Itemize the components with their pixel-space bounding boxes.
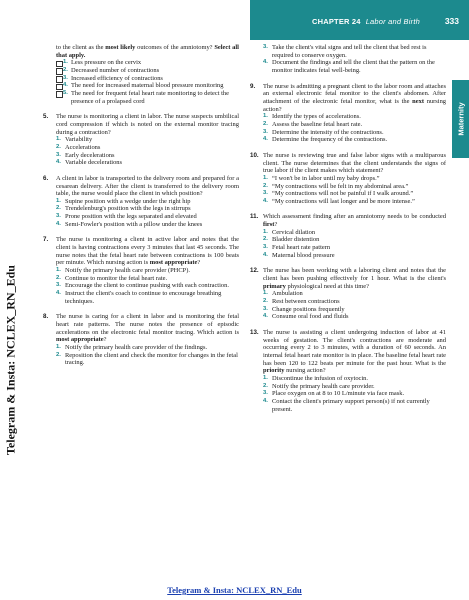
answer-option-1[interactable]: 1. Supine position with a wedge under the right hip [56,197,191,205]
section-side-tab-label: Maternity [456,102,465,136]
answer-option-1[interactable]: 1. Cervical dilation [263,228,316,236]
chapter-label: CHAPTER 24 Labor and Birth [312,17,420,26]
chapter-header [250,0,469,40]
question-stem: The nurse is monitoring a client in labor. The nurse suspects umbilical cord compression if which is noted on the external monitor tracing during a contraction? [56,113,239,136]
option-checkbox-1[interactable]: 1. Less pressure on the cervix [56,59,239,67]
options-list [263,44,446,75]
question-5 [43,113,239,167]
answer-option-2[interactable]: 2. Accelerations [56,143,101,151]
chapter-title: Labor and Birth [365,17,420,26]
question-6 [43,175,239,229]
answer-option-3[interactable]: 3. “My contractions will not be painful if I walk around.” [263,190,414,198]
answer-option-2[interactable]: 2. Bladder distention [263,236,320,244]
question-13 [250,329,446,413]
options-list [56,344,239,367]
question-number: 12. [250,267,259,275]
answer-option-3[interactable]: 3. Prone position with the legs separated and elevated [56,213,197,221]
options-list [263,113,446,144]
answer-option-2[interactable]: 2. Rest between contractions [263,298,340,306]
question-number: 5. [43,113,49,121]
question-stem: The nurse is assisting a client undergoing induction of labor at 41 weeks of gestation. The client's contractions are moderate and occurring every 2 to 3 minutes, with a duration of 60 seconds. An internal fetal heart rate monitor is in place. The baseline fetal heart rate has been 120 to 122 beats per minute for the past hour. What is the priority nursing action? [263,329,446,375]
answer-option-1[interactable]: 1. “I won't be in labor until my baby drops.” [263,174,380,182]
answer-option-1[interactable]: 1. Identify the types of accelerations. [263,113,361,121]
options-list [263,175,446,206]
option-checkbox-3[interactable]: 3. Increased efficiency of contractions [56,75,239,83]
left-column [43,44,239,375]
answer-option-1[interactable]: 1. Discontinue the infusion of oxytocin. [263,374,369,382]
answer-option-3[interactable]: 3. Change positions frequently [263,305,345,313]
answer-option-4[interactable]: 4. Semi-Fowler's position with a pillow under the knees [56,220,203,228]
question-stem: The nurse is reviewing true and false labor signs with a multiparous client. The nurse determines that the client understands the signs of true labor if the client makes which statement? [263,151,446,175]
right-column [250,44,446,421]
answer-option-4[interactable]: 4. Contact the client's primary support person(s) if not currently present. [263,397,430,413]
option-checkbox-4[interactable]: 4. The need for increased maternal blood pressure monitoring [56,82,239,90]
answer-option-1[interactable]: 1. Ambulation [263,290,303,298]
options-list [56,198,239,229]
question-4-continued [43,44,239,105]
question-stem: The nurse is caring for a client in labor and is monitoring the fetal heart rate patterns. The nurse notes the presence of episodic accelerations on the electronic fetal monitor tracing. Which action is most appropriate? [56,313,239,344]
answer-option-1[interactable]: 1. Variability [56,136,93,144]
question-7 [43,236,239,305]
question-stem: The nurse is admitting a pregnant client to the labor room and attaches an external electronic fetal monitor to the client's abdomen. After attachment of the electronic fetal monitor, what is the next nursing action? [263,82,446,113]
page-number: 333 [444,16,459,26]
question-stem: The nurse has been working with a laboring client and notes that the client has been pushing effectively for 1 hour. What is the client's primary physiological need at this time? [263,267,446,290]
option-checkbox-2[interactable]: 2. Decreased number of contractions [56,67,239,75]
answer-option-4[interactable]: 4. Variable decelerations [56,159,123,167]
checkbox-icon[interactable] [56,91,63,98]
question-9 [250,83,446,144]
options-list [263,375,446,413]
question-stem: A client in labor is transported to the delivery room and prepared for a cesarean delivery. After the client is transferred to the delivery room table, the nurse would place the client in which position? [56,174,239,198]
answer-option-1[interactable]: 1. Notify the primary health care provider (PHCP). [56,267,190,275]
answer-option-2[interactable]: 2. Notify the primary health care provider. [263,382,375,390]
options-list [263,229,446,260]
options-list [56,59,239,105]
question-8 [43,313,239,367]
question-stem: to the client as the most likely outcomes of the amniotomy? Select all that apply. [56,44,239,59]
option-checkbox-5[interactable]: 5. The need for frequent fetal heart rate monitoring to detect the presence of a prolapsed cord [56,90,239,105]
question-11 [250,213,446,259]
question-number: 10. [250,151,259,159]
answer-option-4[interactable]: 4. “My contractions will last longer and be more intense.” [263,197,415,205]
question-number: 8. [43,313,49,321]
answer-option-4[interactable]: 4. Instruct the client's coach to continue to encourage breathing techniques. [56,290,222,305]
answer-option-2[interactable]: 2. Continue to monitor the fetal heart rate. [56,274,168,282]
answer-option-2[interactable]: 2. Trendelenburg's position with the legs in stirrups [56,205,191,213]
answer-option-2[interactable]: 2. “My contractions will be felt in my abdominal area.” [263,182,409,190]
answer-option-4[interactable]: 4. Maternal blood pressure [263,251,335,259]
side-watermark: Telegram & Insta: NCLEX_RN_Edu [3,265,18,455]
answer-option-2[interactable]: 2. Assess the baseline fetal heart rate. [263,120,363,128]
answer-option-3[interactable]: 3. Encourage the client to continue pushing with each contraction. [56,282,229,290]
answer-option-1[interactable]: 1. Notify the primary health care provider of the findings. [56,343,208,351]
options-list [56,267,239,305]
question-10 [250,152,446,206]
answer-option-4[interactable]: 4. Document the findings and tell the client that the pattern on the monitor indicates fetal well-being. [263,59,435,74]
options-list [56,136,239,167]
answer-option-3[interactable]: 3. Take the client's vital signs and tell the client that bed rest is required to conserve oxygen. [263,44,427,59]
question-stem: The nurse is monitoring a client in active labor and notes that the client is having contractions every 3 minutes that last 45 seconds. The nurse notes that the fetal heart rate between contractions is 100 beats per minute. Which nursing action is most appropriate? [56,236,239,267]
question-number: 9. [250,82,256,90]
question-number: 11. [250,213,259,221]
answer-option-3[interactable]: 3. Early decelerations [56,151,115,159]
question-8-continued [250,44,446,75]
question-stem: Which assessment finding after an amniotomy needs to be conducted first? [263,213,446,229]
question-12 [250,267,446,321]
question-number: 7. [43,236,49,244]
question-number: 13. [250,329,259,336]
question-number: 6. [43,174,49,182]
answer-option-4[interactable]: 4. Determine the frequency of the contractions. [263,136,388,144]
answer-option-3[interactable]: 3. Determine the intensity of the contractions. [263,128,384,136]
answer-option-3[interactable]: 3. Place oxygen on at 8 to 10 L/minute via face mask. [263,390,405,398]
answer-option-3[interactable]: 3. Fetal heart rate pattern [263,244,331,252]
section-side-tab [452,80,469,158]
answer-option-4[interactable]: 4. Consume oral food and fluids [263,313,349,321]
options-list [263,290,446,321]
answer-option-2[interactable]: 2. Reposition the client and check the monitor for changes in the fetal tracing. [56,351,238,367]
bottom-watermark-link[interactable]: Telegram & Insta: NCLEX_RN_Edu [167,585,302,595]
